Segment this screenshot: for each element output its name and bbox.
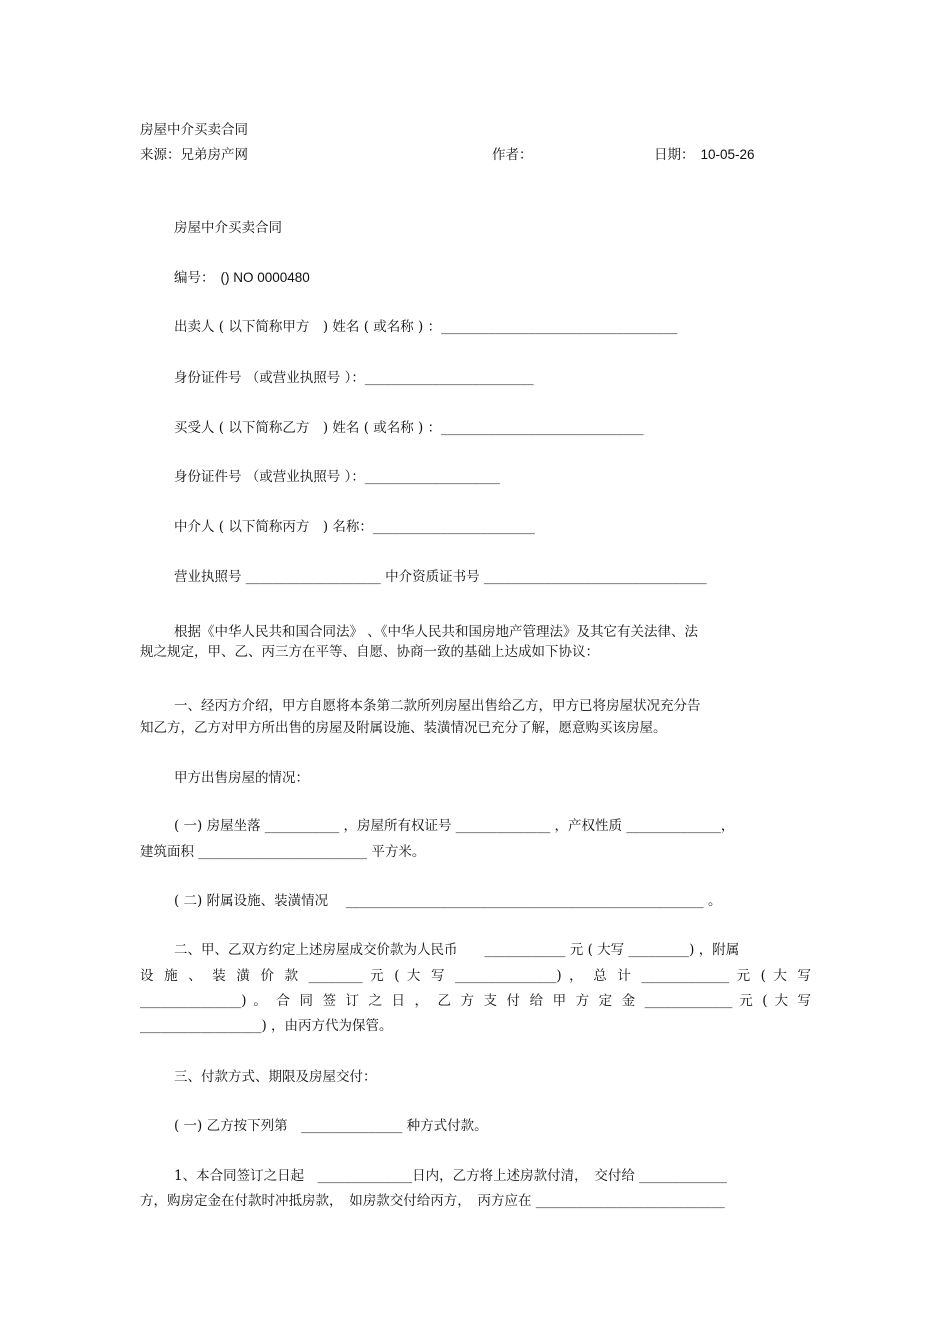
seller-line: 出卖人 ( 以下简称甲方 ) 姓名 ( 或名称 ) ：___________________________________ [174, 319, 678, 335]
clause2-line-4: __________________) ，由丙方代为保管。 [140, 1018, 393, 1034]
source-label: 来源：兄弟房产网 [140, 147, 248, 163]
preamble-line-1: 根据《中华人民共和国合同法》 、《中华人民共和国房地产管理法》及其它有关法律、法 [174, 624, 699, 640]
seller-id-line: 身份证件号 （或营业执照号 ）：_________________________ [174, 370, 534, 386]
date-label [654, 145, 755, 165]
license-line: 营业执照号 ____________________ 中介资质证书号 _________________________________ [174, 569, 707, 585]
item2-line: ( 二) 附属设施、装潢情况 _____________________________________________________ 。 [174, 893, 722, 909]
clause2-line-3 [140, 991, 811, 1011]
item1-line-2: 建筑面积 _________________________ 平方米。 [140, 844, 426, 860]
payment-method-line: ( 一) 乙方按下列第 _______________ 种方式付款。 [174, 1118, 488, 1134]
clause2-line-3-text: _______________) 。 合 同 签 订 之 日 ， 乙 方 支 付 给 甲 方 定 金 _____________ 元 ( 大 写 [140, 993, 811, 1009]
clause1-line-2: 知乙方，乙方对甲方所出售的房屋及附属设施、装潢情况已充分了解，愿意购买该房屋。 [140, 720, 667, 736]
date-label-text: 日期： [654, 147, 695, 163]
doc-title: 房屋中介买卖合同 [174, 220, 282, 236]
serial-value: () NO 0000480 [220, 270, 310, 285]
buyer-line: 买受人 ( 以下简称乙方 ) 姓名 ( 或名称 ) ：______________________________ [174, 420, 644, 436]
buyer-id-line: 身份证件号 （或营业执照号 ）：____________________ [174, 469, 500, 485]
date-value: 10-05-26 [700, 147, 755, 162]
preamble-line-2: 规之规定，甲、乙、丙三方在平等、自愿、协商一致的基础上达成如下协议： [140, 644, 599, 660]
payment-item-line-1: 1、本合同签订之日起 ______________日内，乙方将上述房款付清， 交付给 _____________ [174, 1168, 727, 1184]
header-title: 房屋中介买卖合同 [140, 122, 248, 138]
clause3-heading: 三、付款方式、期限及房屋交付： [174, 1069, 377, 1085]
serial-label: 编号： [174, 270, 215, 286]
serial-number [174, 268, 310, 288]
author-label: 作者： [492, 147, 533, 163]
agent-line: 中介人 ( 以下简称丙方 ) 名称：________________________ [174, 519, 535, 535]
clause2-line-1: 二、甲、乙双方约定上述房屋成交价款为人民币 ____________ 元 ( 大写 _________) ，附属 [174, 942, 740, 958]
house-heading: 甲方出售房屋的情况： [174, 770, 309, 786]
clause1-line-1: 一、经丙方介绍，甲方自愿将本条第二款所列房屋出售给乙方，甲方已将房屋状况充分告 [174, 698, 701, 714]
clause2-line-2-text: 设 施 、 装 潢 价 款 ________ 元 ( 大 写 _______________) ， 总 计 _____________ 元 ( 大 写 [140, 968, 811, 984]
item1-line-1: ( 一) 房屋坐落 ___________ ，房屋所有权证号 ______________ ，产权性质 ______________， [174, 818, 735, 834]
payment-item-line-2: 方，购房定金在付款时冲抵房款， 如房款交付给丙方， 丙方应在 ____________________________ [140, 1193, 725, 1209]
clause2-line-2 [140, 966, 811, 986]
